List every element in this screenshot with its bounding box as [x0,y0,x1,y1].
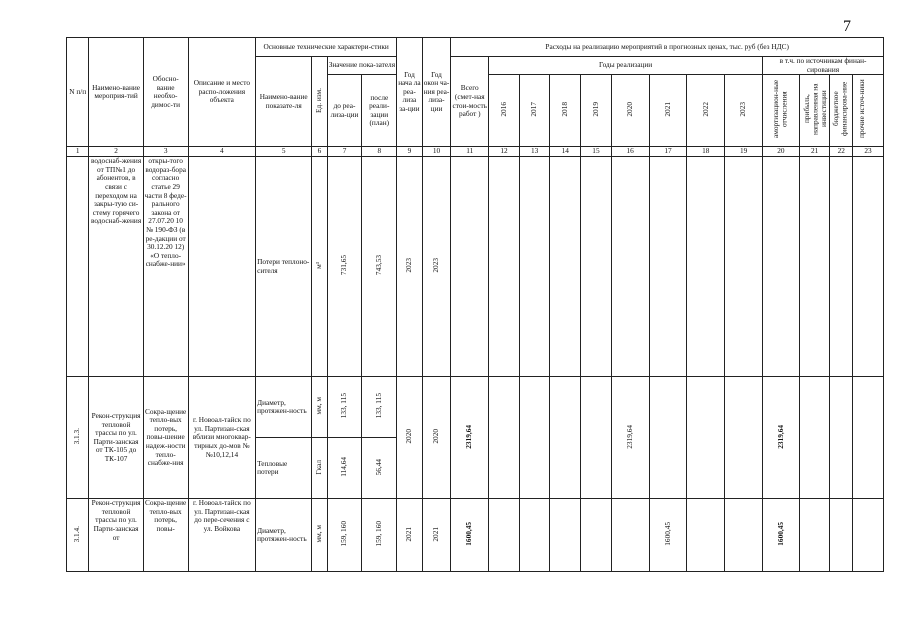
indicator-name: Диаметр, протяжен-ность [256,499,312,572]
header-name: Наимено-вание мероприя-тий [89,38,143,147]
year-end: 2020 [422,377,451,499]
col-number: 3 [143,147,188,157]
row-number: 3.1.4. [67,499,89,572]
header-total: Всего (смет-ная стои-мость работ ) [451,57,489,147]
measure-description: г. Новоал-тайск по ул. Партизан-ская вблизи многоквар-тирных до-мов №№10,12,14 [188,377,255,499]
header-value: Значение пока-зателя [327,57,397,75]
header-year-2018: 2018 [550,75,581,147]
header-after: после реали-зации (план) [362,75,397,147]
col-number: 19 [725,147,763,157]
measure-justification: Сокра-щение тепло-вых потерь, повы- [143,499,188,572]
header-year-2021: 2021 [649,75,687,147]
col-number: 20 [763,147,800,157]
col-number: 7 [327,147,362,157]
value-after: 743,53 [362,157,397,377]
header-year-end: Год окон ча-ния реа-лиза-ции [422,38,451,147]
indicator-unit: мм, м [312,377,327,438]
header-tech: Основные технические характери-стики [256,38,397,57]
col-number: 6 [312,147,327,157]
col-number: 16 [611,147,649,157]
header-unit: Ед. изм. [312,57,327,147]
table-row [67,499,884,572]
value-before: 133, 115 [327,377,362,438]
col-number: 17 [649,147,687,157]
header-justification: Обосно-вание необхо-димос-ти [143,38,188,147]
value-after: 56,44 [362,438,397,499]
indicator-name: Тепловые потери [256,438,312,499]
header-years-title: Годы реализации [489,57,763,75]
indicator-unit: Гкал [312,438,327,499]
total-cost: 2319,64 [451,377,489,499]
col-number: 12 [489,147,520,157]
value-after: 159, 160 [362,499,397,572]
measure-justification: Сокра-щение тепло-вых потерь, повы-шение надеж-ности тепло-снабже-ния [143,377,188,499]
indicator-unit: м³ [312,157,327,377]
header-source-amortization: амортизацион-ные отчисления [763,75,800,147]
col-number: 4 [188,147,255,157]
col-number: 2 [89,147,143,157]
measure-justification: откры-того водораз-бора согласно статье 29 части 8 феде-рального закона от 27.07.20 10 № 190-ФЗ (в ре-дакции от 30.12.20 12) «О тепло-снабже-нии» [143,157,188,377]
col-number: 1 [67,147,89,157]
col-number: 13 [519,147,550,157]
header-sources-title: в т.ч. по источникам финан-сирования [763,57,884,75]
year-2021-cost: 1600,45 [649,499,687,572]
row-number: 3.1.3. [67,377,89,499]
total-cost: 1600,45 [451,499,489,572]
measure-description [188,157,255,377]
header-year-2022: 2022 [687,75,725,147]
header-indicator-name: Наимено-вание показате-ля [256,57,312,147]
header-year-2017: 2017 [519,75,550,147]
year-start: 2021 [397,499,423,572]
year-2020-cost: 2319,64 [611,377,649,499]
col-number: 10 [422,147,451,157]
col-number: 23 [852,147,883,157]
year-end: 2023 [422,157,451,377]
col-number: 14 [550,147,581,157]
col-number: 8 [362,147,397,157]
col-number: 11 [451,147,489,157]
header-year-2016: 2016 [489,75,520,147]
page-number: 7 [843,18,851,35]
header-year-2020: 2020 [611,75,649,147]
col-number: 21 [799,147,830,157]
header-before: до реа-лиза-ции [327,75,362,147]
col-number: 15 [581,147,612,157]
col-number: 5 [256,147,312,157]
header-source-budget: бюджетное финансирова-ние [830,75,852,147]
header-year-2019: 2019 [581,75,612,147]
table-row [67,157,884,377]
year-start: 2023 [397,157,423,377]
header-source-profit: прибыль, направленная на инвестиции [799,75,830,147]
col-number: 18 [687,147,725,157]
amortization-cost: 2319,64 [763,377,800,499]
measure-description: г. Новоал-тайск по ул. Партизан-ская до пере-сечения с ул. Войкова [188,499,255,572]
indicator-name: Диаметр, протяжен-ность [256,377,312,438]
indicator-name: Потери теплоно-сителя [256,157,312,377]
amortization-cost: 1600,45 [763,499,800,572]
header-n: N п/п [67,38,89,147]
value-before: 731,65 [327,157,362,377]
value-after: 133, 115 [362,377,397,438]
header-year-2023: 2023 [725,75,763,147]
header-expenses: Расходы на реализацию мероприятий в прогнозных ценах, тыс. руб (без НДС) [451,38,884,57]
table-row [67,377,884,438]
measure-name: Рекон-струкция тепловой трассы по ул. Парти-занская от [89,499,143,572]
value-before: 159, 160 [327,499,362,572]
header-description: Описание и место распо-ложения объекта [188,38,255,147]
col-number: 22 [830,147,852,157]
year-start: 2020 [397,377,423,499]
measure-name: Рекон-струкция тепловой трассы по ул. Парти-занская от ТК-105 до ТК-107 [89,377,143,499]
value-before: 114,64 [327,438,362,499]
header-year-start: Год нача ла реа-лиза за-ции [397,38,423,147]
indicator-unit: мм, м [312,499,327,572]
measure-name: водоснаб-жения от ТП№1 до абонентов, в связи с переходом на закры-тую си-стему горячего водоснаб-жения [89,157,143,377]
year-end: 2021 [422,499,451,572]
row-number [67,157,89,377]
header-source-other: прочие источ-ники [852,75,883,147]
investment-table [66,37,884,572]
column-numbers-row [67,147,884,157]
col-number: 9 [397,147,423,157]
